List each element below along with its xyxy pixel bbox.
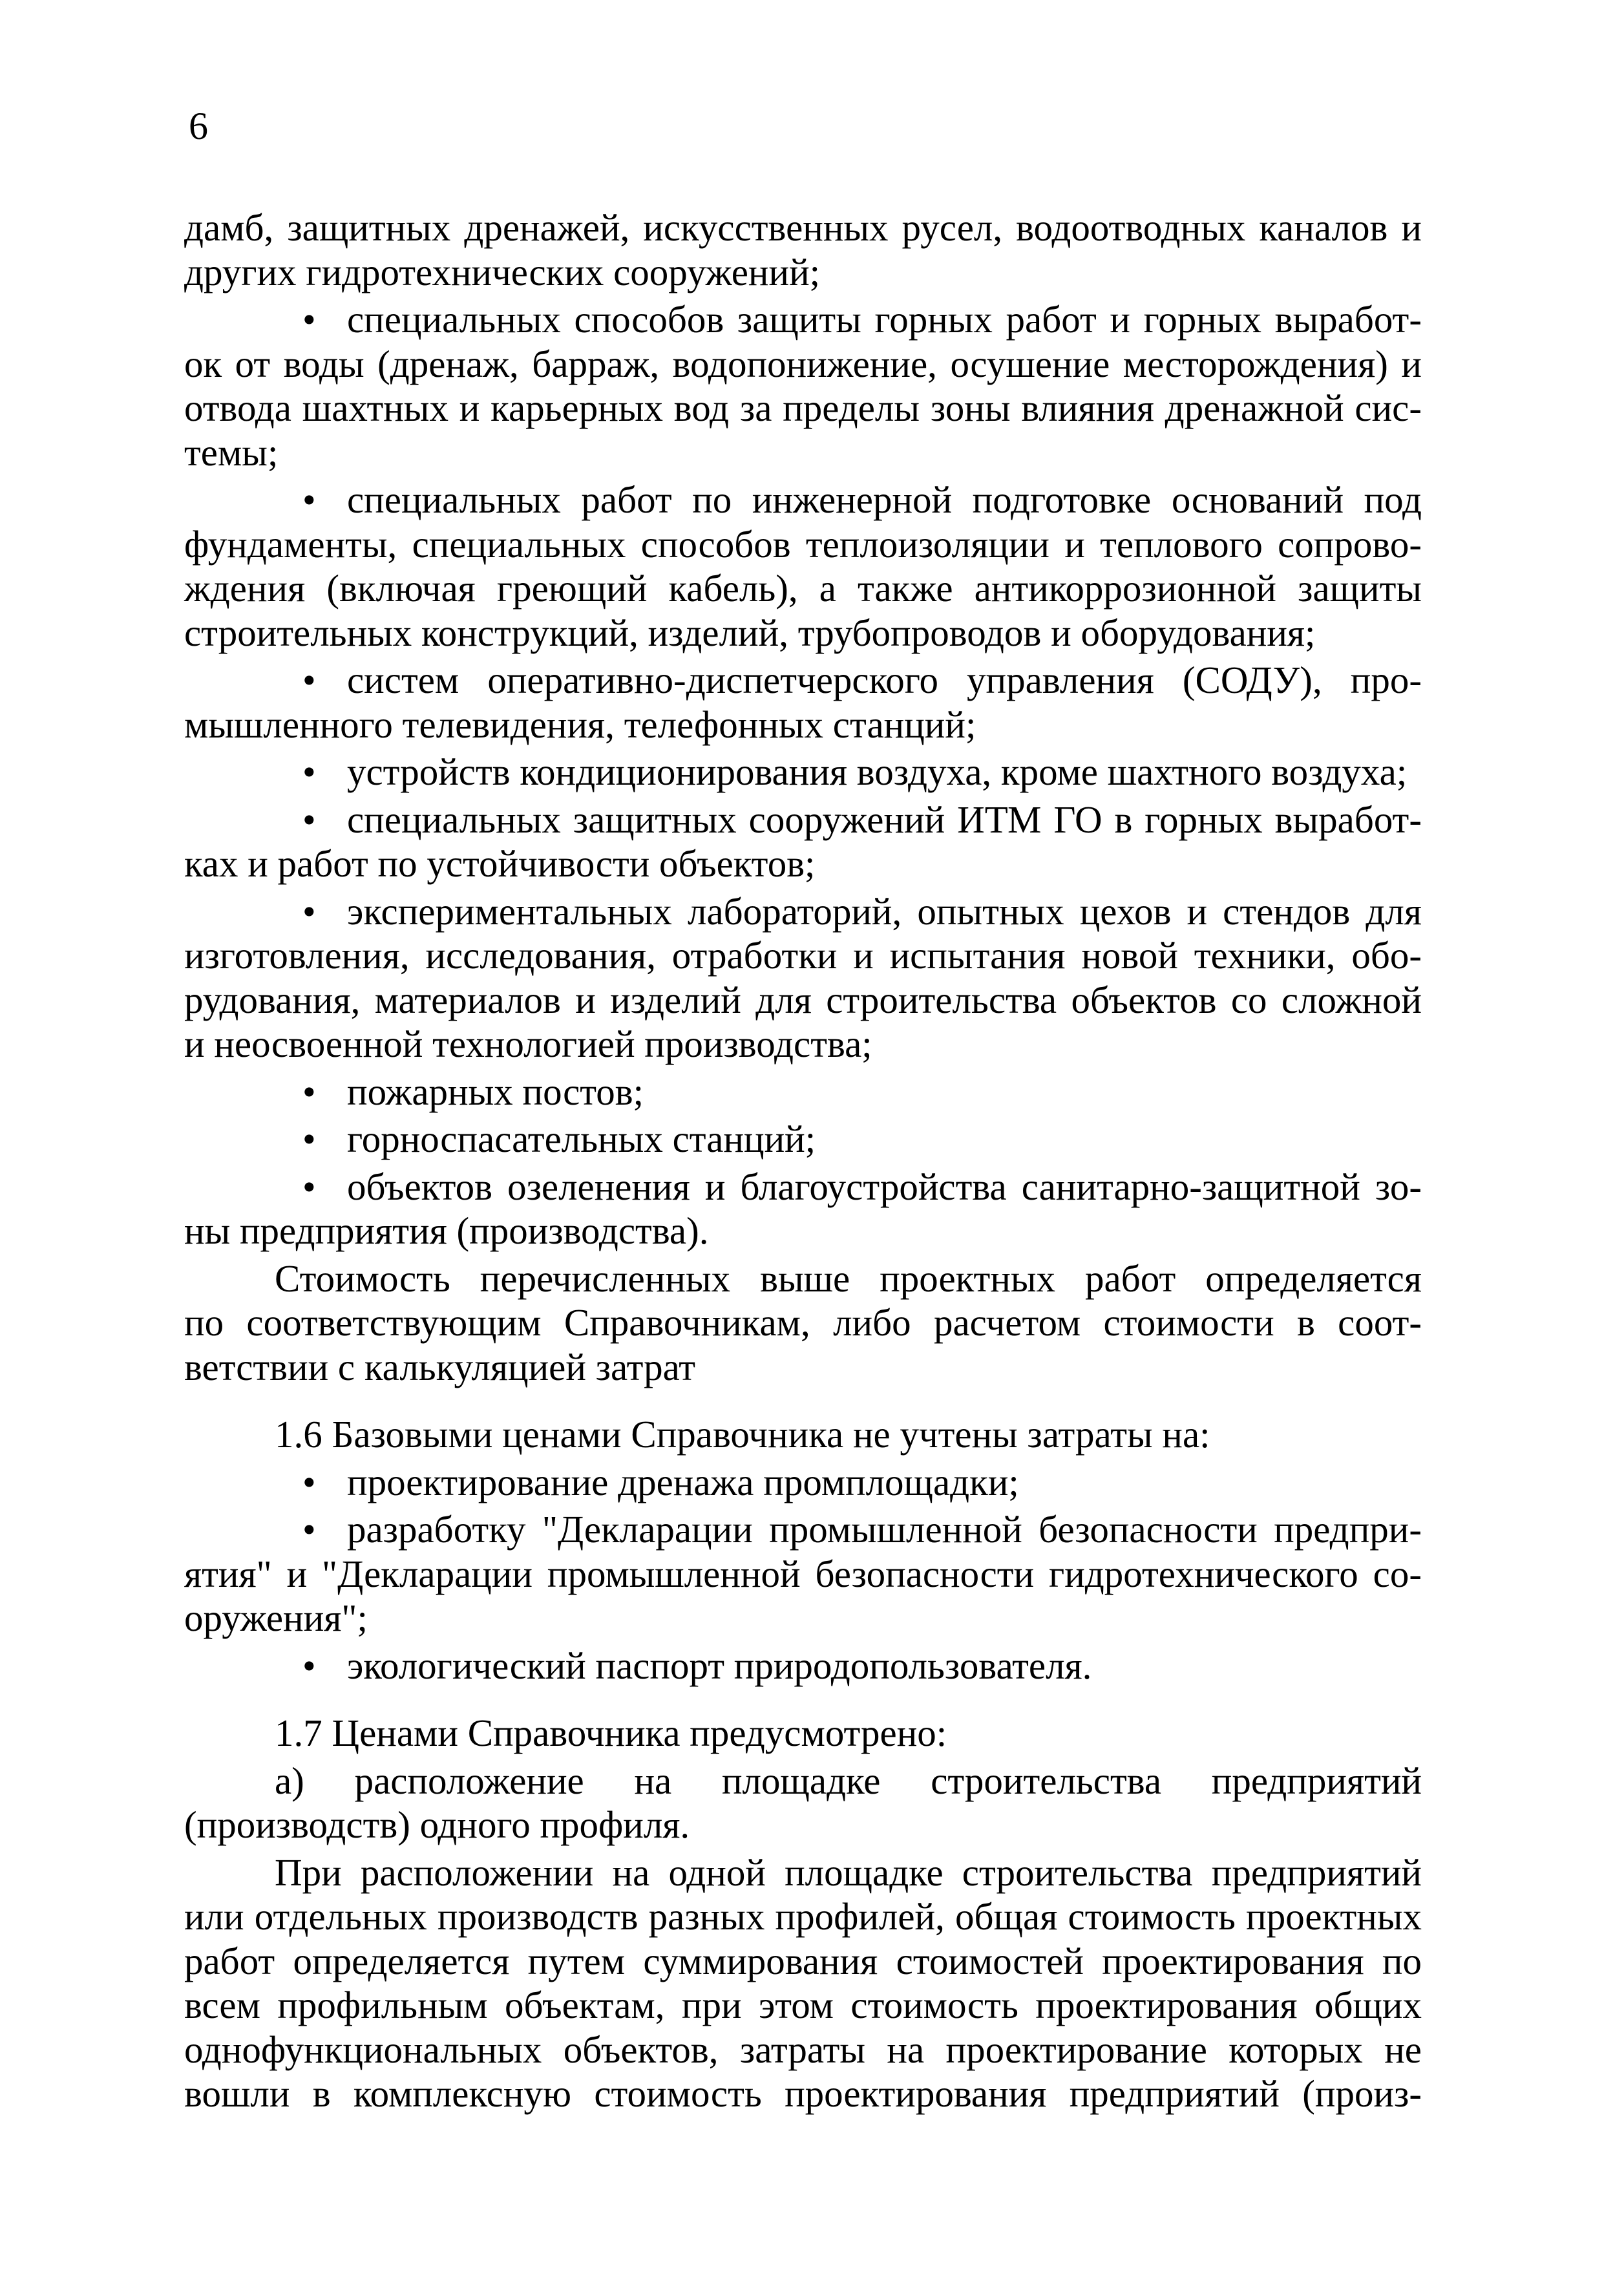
text-line: [184, 2072, 1422, 2116]
line-text: мышленного телевидения, телефонных станций;: [184, 703, 976, 746]
line-text: всем профильным объектам, при этом стоимость проектирования общих: [184, 1984, 1422, 2026]
bullet-icon: •: [302, 1070, 316, 1113]
bullet-item: [184, 658, 1422, 747]
bullet-icon: •: [302, 1165, 316, 1208]
line-text: объектов озеленения и благоустройства санитарно-защитной зо-: [347, 1165, 1422, 1208]
bullet-item: [184, 1460, 1422, 1505]
line-text: горноспасательных станций;: [347, 1118, 816, 1160]
line-text: разработку "Декларации промышленной безопасности предпри-: [347, 1508, 1422, 1551]
text-line: [184, 1257, 1422, 1301]
line-text: Стоимость перечисленных выше проектных работ определяется: [275, 1257, 1422, 1300]
text-line: [184, 1596, 1422, 1640]
text-line: [184, 430, 1422, 475]
text-line: [184, 750, 1422, 794]
line-text: (производств) одного профиля.: [184, 1803, 690, 1846]
bullet-item: [184, 750, 1422, 794]
paragraph: [184, 1851, 1422, 2116]
paragraph: [184, 1257, 1422, 1390]
line-text: дамб, защитных дренажей, искусственных русел, водоотводных каналов и: [184, 206, 1422, 249]
line-text: устройств кондиционирования воздуха, кроме шахтного воздуха;: [347, 750, 1408, 793]
line-text: При расположении на одной площадке строительства предприятий: [275, 1851, 1422, 1894]
document-body: [184, 206, 1422, 2116]
text-line: [184, 842, 1422, 886]
paragraph: [184, 206, 1422, 294]
bullet-icon: •: [302, 1508, 316, 1551]
text-line: [184, 1644, 1422, 1688]
line-text: 1.6 Базовыми ценами Справочника не учтены затраты на:: [275, 1413, 1210, 1456]
bullet-item: [184, 1644, 1422, 1688]
text-line: [184, 1983, 1422, 2028]
text-line: [184, 1209, 1422, 1253]
line-text: экспериментальных лабораторий, опытных цехов и стендов для: [347, 889, 1422, 933]
line-text: рудования, материалов и изделий для строительства объектов со сложной: [184, 978, 1422, 1021]
bullet-icon: •: [302, 798, 316, 841]
text-line: [184, 658, 1422, 703]
text-line: [184, 1300, 1422, 1345]
paragraph: [184, 1412, 1422, 1457]
line-text: ок от воды (дренаж, барраж, водопонижение, осушение месторождения) и: [184, 342, 1422, 385]
bullet-item: [184, 1117, 1422, 1162]
text-line: [184, 1117, 1422, 1162]
text-line: [184, 889, 1422, 934]
line-text: специальных способов защиты горных работ и горных выработ-: [347, 298, 1422, 341]
text-line: [184, 297, 1422, 342]
bullet-icon: •: [302, 889, 316, 933]
text-line: [184, 933, 1422, 978]
line-text: работ определяется путем суммирования стоимостей проектирования по: [184, 1939, 1422, 1982]
line-text: и неосвоенной технологией производства;: [184, 1023, 872, 1065]
text-line: [184, 1803, 1422, 1847]
paragraph: [184, 1759, 1422, 1847]
text-line: [184, 1165, 1422, 1209]
line-text: строительных конструкций, изделий, трубопроводов и оборудования;: [184, 611, 1316, 654]
text-line: [184, 703, 1422, 747]
text-line: [184, 206, 1422, 250]
bullet-item: [184, 889, 1422, 1066]
line-text: ны предприятия (производства).: [184, 1209, 709, 1252]
text-line: [184, 1345, 1422, 1390]
bullet-item: [184, 1507, 1422, 1640]
text-line: [184, 1460, 1422, 1505]
line-text: вошли в комплексную стоимость проектирования предприятий (произ-: [184, 2072, 1422, 2115]
text-line: [184, 1759, 1422, 1803]
text-line: [184, 611, 1422, 655]
text-line: [184, 1507, 1422, 1552]
page-number: 6: [189, 105, 208, 147]
text-line: [184, 1070, 1422, 1114]
bullet-icon: •: [302, 1118, 316, 1160]
text-line: [184, 342, 1422, 387]
line-text: отвода шахтных и карьерных вод за пределы зоны влияния дренажной сис-: [184, 387, 1422, 429]
text-line: [184, 1894, 1422, 1939]
line-text: оружения";: [184, 1597, 368, 1639]
bullet-icon: •: [302, 1460, 316, 1503]
line-text: изготовления, исследования, отработки и испытания новой техники, обо-: [184, 934, 1422, 977]
text-line: [184, 1552, 1422, 1597]
line-text: пожарных постов;: [347, 1070, 644, 1113]
line-text: ждения (включая греющий кабель), а также антикоррозионной защиты: [184, 567, 1422, 610]
text-line: [184, 1711, 1422, 1756]
line-text: темы;: [184, 430, 279, 474]
text-line: [184, 1412, 1422, 1457]
line-text: специальных работ по инженерной подготовке оснований под: [347, 478, 1422, 521]
text-line: [184, 478, 1422, 522]
text-line: [184, 250, 1422, 295]
text-line: [184, 1851, 1422, 1895]
line-text: фундаменты, специальных способов теплоизоляции и теплового сопрово-: [184, 522, 1422, 566]
text-line: [184, 1939, 1422, 1984]
line-text: по соответствующим Справочникам, либо расчетом стоимости в соот-: [184, 1301, 1422, 1344]
bullet-icon: •: [302, 298, 316, 341]
line-text: систем оперативно-диспетчерского управления (СОДУ), про-: [347, 659, 1422, 701]
line-text: а) расположение на площадке строительства предприятий: [275, 1759, 1422, 1802]
line-text: ках и работ по устойчивости объектов;: [184, 842, 816, 885]
bullet-item: [184, 1165, 1422, 1253]
line-text: или отдельных производств разных профилей, общая стоимость проектных: [184, 1895, 1422, 1938]
line-text: специальных защитных сооружений ИТМ ГО в горных выработ-: [347, 798, 1422, 841]
text-line: [184, 2028, 1422, 2072]
line-text: ветствии с калькуляцией затрат: [184, 1345, 696, 1388]
text-line: [184, 522, 1422, 567]
line-text: другиx гидротехнических сооружений;: [184, 250, 821, 293]
bullet-item: [184, 1070, 1422, 1114]
text-line: [184, 386, 1422, 430]
text-line: [184, 798, 1422, 842]
line-text: ятия" и "Декларации промышленной безопасности гидротехнического со-: [184, 1552, 1422, 1595]
bullet-icon: •: [302, 659, 316, 701]
bullet-icon: •: [302, 1644, 316, 1687]
bullet-item: [184, 478, 1422, 655]
bullet-item: [184, 297, 1422, 474]
text-line: [184, 1022, 1422, 1066]
line-text: однофункциональных объектов, затраты на проектирование которых не: [184, 2028, 1422, 2071]
line-text: экологический паспорт природопользователя.: [347, 1644, 1092, 1687]
paragraph: [184, 1711, 1422, 1756]
line-text: проектирование дренажа промплощадки;: [347, 1460, 1019, 1503]
bullet-icon: •: [302, 750, 316, 793]
text-line: [184, 978, 1422, 1023]
text-line: [184, 566, 1422, 611]
bullet-icon: •: [302, 478, 316, 521]
line-text: 1.7 Ценами Справочника предусмотрено:: [275, 1712, 947, 1754]
bullet-item: [184, 798, 1422, 886]
